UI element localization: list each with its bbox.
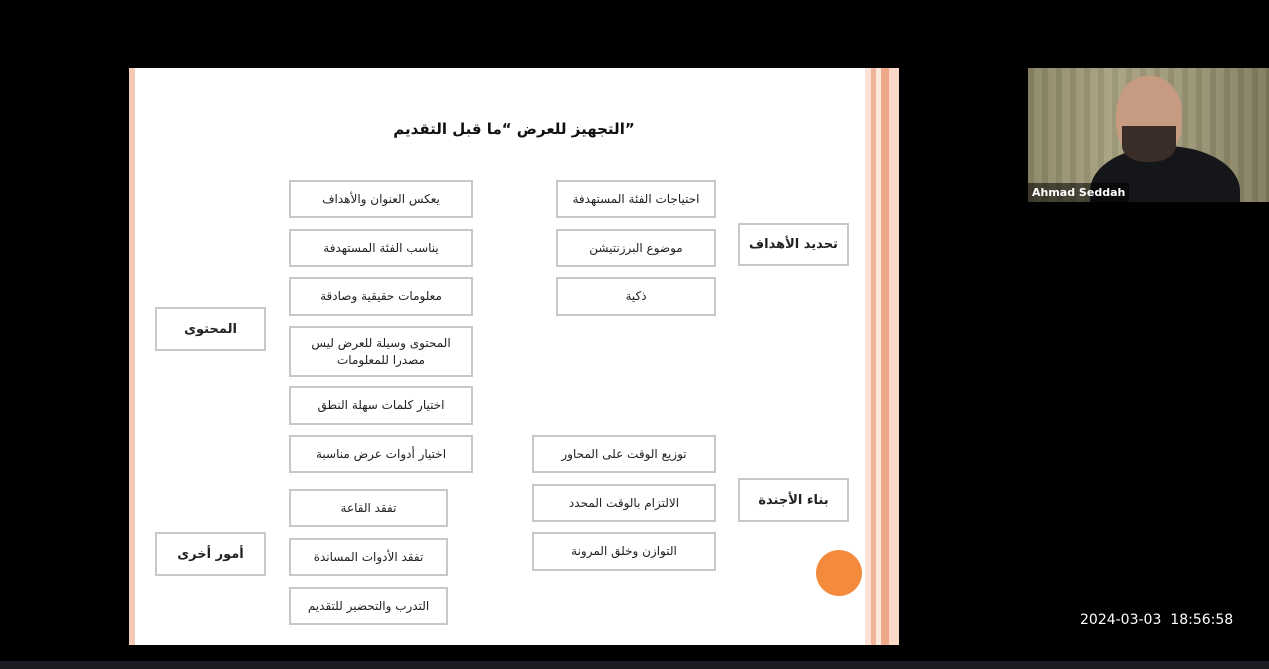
content-item: يعكس العنوان والأهداف [289,180,473,218]
bottom-bar [0,661,1269,669]
goals-item: ذكية [556,277,716,316]
content-item: المحتوى وسيلة للعرض ليس مصدرا للمعلومات [289,326,473,377]
slide-title: التجهيز للعرض “ما قبل التقديم” [393,120,635,138]
content-item: اختيار كلمات سهلة النطق [289,386,473,425]
slide-left-border [129,68,135,645]
shared-slide [129,68,899,645]
agenda-item: توزيع الوقت على المحاور [532,435,716,473]
goals-item: موضوع البرزنتيشن [556,229,716,267]
content-item: يناسب الفئة المستهدفة [289,229,473,267]
timestamp-date: 2024-03-03 [1080,612,1162,628]
agenda-item: الالتزام بالوقت المحدد [532,484,716,522]
agenda-item: التوازن وخلق المرونة [532,532,716,571]
goals-item: احتياجات الفئة المستهدفة [556,180,716,218]
category-content: المحتوى [155,307,266,351]
content-item: معلومات حقيقية وصادقة [289,277,473,316]
orange-circle-decoration [816,550,862,596]
category-other: أمور أخرى [155,532,266,576]
slide-right-border [865,68,899,645]
category-agenda: بناء الأجندة [738,478,849,522]
category-goals: تحديد الأهداف [738,223,849,266]
participant-name-label: Ahmad Seddah [1028,183,1129,202]
other-item: التدرب والتحضير للتقديم [289,587,448,625]
other-item: تفقد القاعة [289,489,448,527]
other-item: تفقد الأدوات المساندة [289,538,448,576]
top-bar [0,0,1269,8]
participant-video-tile[interactable] [1028,68,1269,202]
timestamp-overlay [1080,612,1233,628]
timestamp-time: 18:56:58 [1170,612,1234,628]
participant-beard [1122,126,1176,162]
content-item: اختيار أدوات عرض مناسبة [289,435,473,473]
